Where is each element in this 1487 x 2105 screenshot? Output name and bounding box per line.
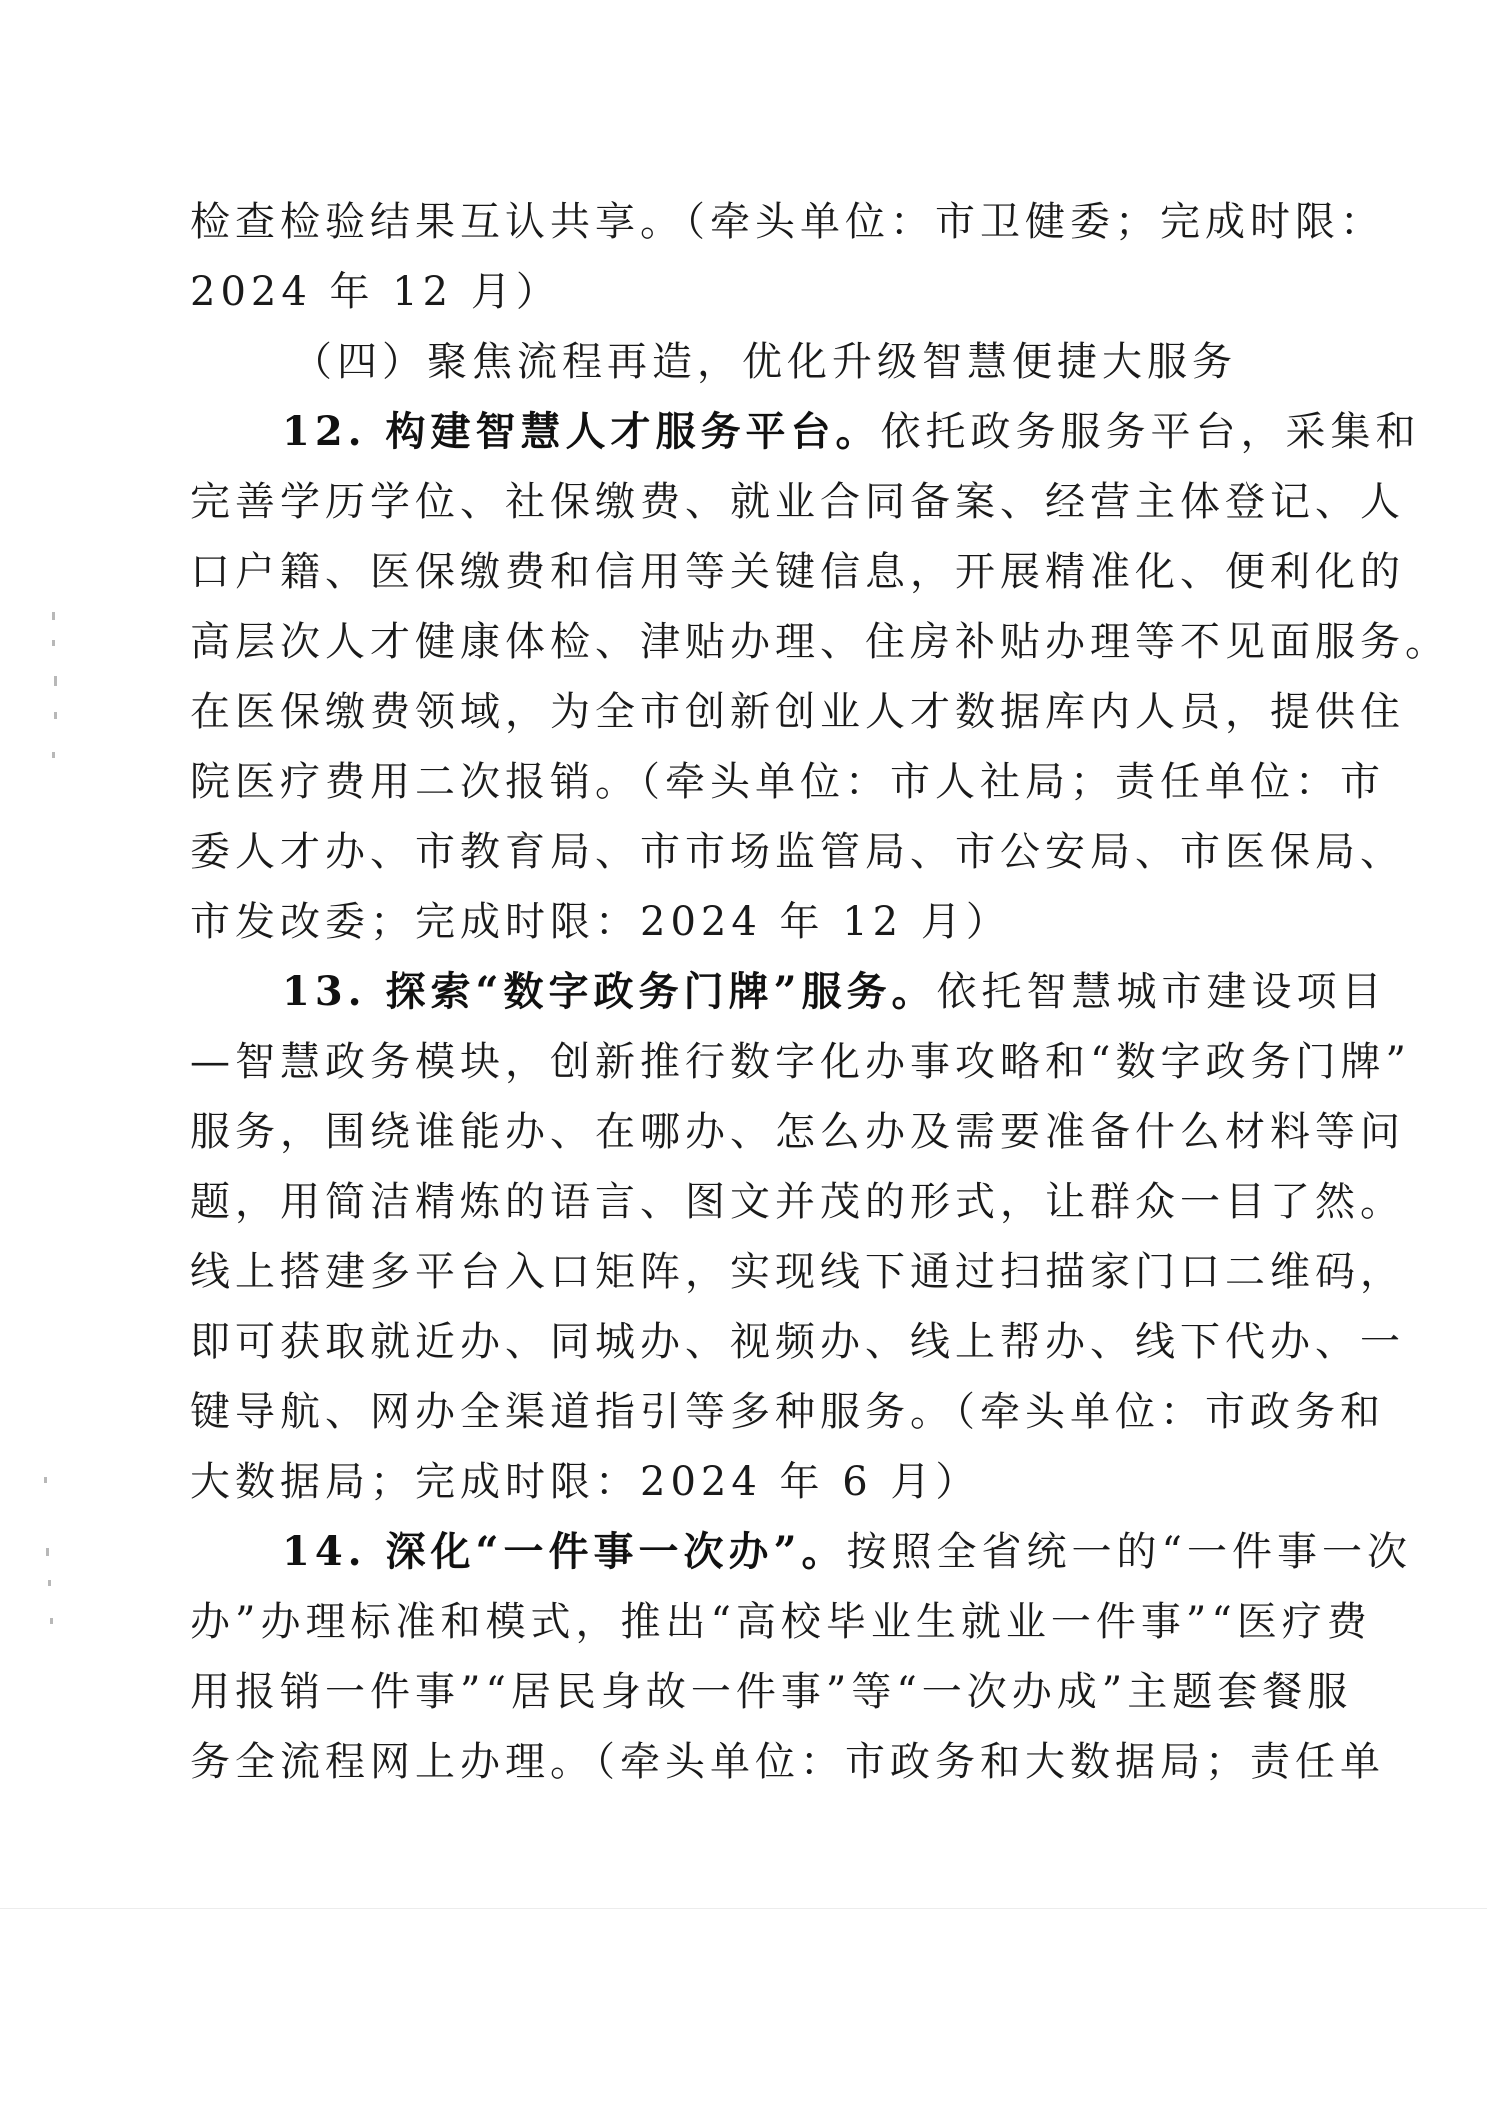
body-line: 键导航、网办全渠道指引等多种服务。（牵头单位：市政务和 [190,1389,1385,1435]
body-line: 检查检验结果互认共享。（牵头单位：市卫健委；完成时限： [190,199,1385,245]
body-line: 务全流程网上办理。（牵头单位：市政务和大数据局；责任单 [190,1739,1385,1785]
scan-artifact [54,676,57,686]
body-line: 办”办理标准和模式，推出“高校毕业生就业一件事”“医疗费 [190,1599,1372,1645]
body-line: —智慧政务模块，创新推行数字化办事攻略和“数字政务门牌” [190,1039,1411,1085]
body-line: 2024 年 12 月） [190,269,561,315]
scan-artifact [52,640,55,646]
item-14-title: 14. 深化“一件事一次办”。 [282,1528,847,1575]
item-14-heading: 14. 深化“一件事一次办”。按照全省统一的“一件事一次 [282,1528,1412,1575]
item-12-title: 12. 构建智慧人才服务平台。 [282,408,881,455]
body-line: 在医保缴费领域，为全市创新创业人才数据库内人员，提供住 [190,689,1405,735]
body-line: 即可获取就近办、同城办、视频办、线上帮办、线下代办、一 [190,1319,1405,1365]
body-line: 线上搭建多平台入口矩阵，实现线下通过扫描家门口二维码， [190,1249,1405,1295]
scan-artifact [46,1548,49,1556]
item-12-heading: 12. 构建智慧人才服务平台。依托政务服务平台，采集和 [282,408,1421,455]
body-line: 院医疗费用二次报销。（牵头单位：市人社局；责任单位：市 [190,759,1385,805]
body-line: 大数据局；完成时限：2024 年 6 月） [190,1459,981,1505]
body-line: 用报销一件事”“居民身故一件事”等“一次办成”主题套餐服 [190,1669,1353,1715]
item-13-heading: 13. 探索“数字政务门牌”服务。依托智慧城市建设项目 [282,968,1387,1015]
body-line: 高层次人才健康体检、津贴办理、住房补贴办理等不见面服务。 [190,619,1450,665]
scan-artifact [44,1477,47,1483]
scan-artifact [52,612,55,620]
scan-artifact [50,1618,53,1624]
body-line: 委人才办、市教育局、市市场监管局、市公安局、市医保局、 [190,829,1405,875]
body-line: 口户籍、医保缴费和信用等关键信息，开展精准化、便利化的 [190,549,1405,595]
item-13-title: 13. 探索“数字政务门牌”服务。 [282,968,937,1015]
scan-artifact [48,1580,51,1586]
body-line: 题，用简洁精炼的语言、图文并茂的形式，让群众一目了然。 [190,1179,1405,1225]
section-heading: （四）聚焦流程再造，优化升级智慧便捷大服务 [292,339,1237,385]
scan-artifact [52,752,55,758]
body-line: 完善学历学位、社保缴费、就业合同备案、经营主体登记、人 [190,479,1405,525]
scan-artifact [54,712,57,719]
body-line: 服务，围绕谁能办、在哪办、怎么办及需要准备什么材料等问 [190,1109,1405,1155]
body-line: 市发改委；完成时限：2024 年 12 月） [190,899,1011,945]
page-bottom-rule [0,1908,1487,1909]
